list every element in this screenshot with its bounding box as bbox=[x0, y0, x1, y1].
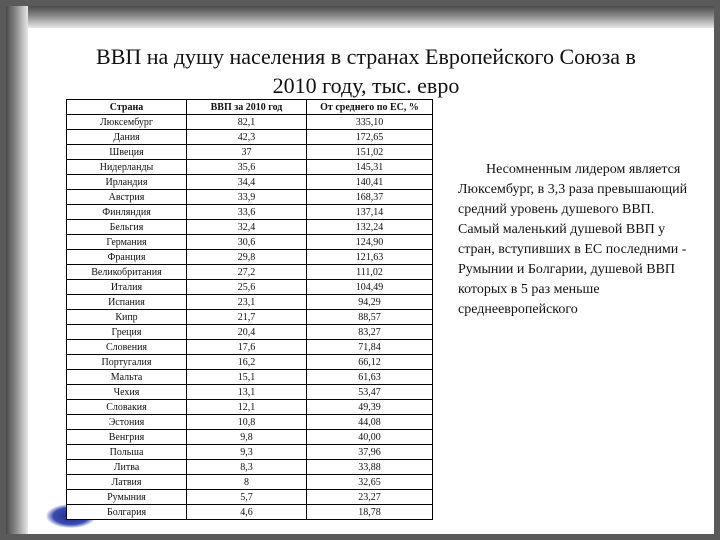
cell-country: Дания bbox=[67, 130, 187, 145]
cell-gdp: 5,7 bbox=[187, 490, 307, 505]
title-line-2: 2010 году, тыс. евро bbox=[272, 73, 460, 98]
cell-percent: 124,90 bbox=[307, 235, 433, 250]
cell-country: Германия bbox=[67, 235, 187, 250]
cell-gdp: 29,8 bbox=[187, 250, 307, 265]
header-gdp: ВВП за 2010 год bbox=[187, 100, 307, 115]
cell-country: Португалия bbox=[67, 355, 187, 370]
cell-percent: 71,84 bbox=[307, 340, 433, 355]
table-row bbox=[67, 340, 433, 355]
cell-country: Франция bbox=[67, 250, 187, 265]
cell-percent: 33,88 bbox=[307, 460, 433, 475]
cell-gdp: 17,6 bbox=[187, 340, 307, 355]
cell-percent: 40,00 bbox=[307, 430, 433, 445]
cell-country: Чехия bbox=[67, 385, 187, 400]
table-row bbox=[67, 280, 433, 295]
table-row bbox=[67, 115, 433, 130]
cell-gdp: 9,8 bbox=[187, 430, 307, 445]
cell-gdp: 27,2 bbox=[187, 265, 307, 280]
cell-country: Испания bbox=[67, 295, 187, 310]
cell-gdp: 9,3 bbox=[187, 445, 307, 460]
slide bbox=[6, 6, 714, 534]
table-row bbox=[67, 265, 433, 280]
cell-percent: 37,96 bbox=[307, 445, 433, 460]
cell-percent: 44,08 bbox=[307, 415, 433, 430]
cell-gdp: 8,3 bbox=[187, 460, 307, 475]
cell-country: Ирландия bbox=[67, 175, 187, 190]
cell-percent: 32,65 bbox=[307, 475, 433, 490]
table-row bbox=[67, 220, 433, 235]
cell-country: Люксембург bbox=[67, 115, 187, 130]
cell-gdp: 30,6 bbox=[187, 235, 307, 250]
cell-gdp: 33,9 bbox=[187, 190, 307, 205]
table-row bbox=[67, 400, 433, 415]
cell-percent: 132,24 bbox=[307, 220, 433, 235]
cell-gdp: 21,7 bbox=[187, 310, 307, 325]
table-row bbox=[67, 295, 433, 310]
cell-percent: 88,57 bbox=[307, 310, 433, 325]
cell-percent: 335,10 bbox=[307, 115, 433, 130]
cell-country: Румыния bbox=[67, 490, 187, 505]
table-row bbox=[67, 325, 433, 340]
cell-gdp: 37 bbox=[187, 145, 307, 160]
cell-gdp: 8 bbox=[187, 475, 307, 490]
cell-country: Бельгия bbox=[67, 220, 187, 235]
cell-country: Греция bbox=[67, 325, 187, 340]
cell-country: Великобритания bbox=[67, 265, 187, 280]
cell-gdp: 16,2 bbox=[187, 355, 307, 370]
cell-country: Венгрия bbox=[67, 430, 187, 445]
cell-gdp: 12,1 bbox=[187, 400, 307, 415]
cell-country: Мальта bbox=[67, 370, 187, 385]
cell-percent: 94,29 bbox=[307, 295, 433, 310]
cell-percent: 49,39 bbox=[307, 400, 433, 415]
cell-country: Швеция bbox=[67, 145, 187, 160]
cell-percent: 172,65 bbox=[307, 130, 433, 145]
commentary-text: Несомненным лидером является Люксембург, в 3,3 раза превышающий средний уровень душевого ВВП. Самый маленький душевой ВВП у стран, вступивших в ЕС последними - Румынии и Болгарии, душевой ВВП которых в 5 раз меньше среднеевропейского bbox=[458, 162, 688, 317]
cell-gdp: 33,6 bbox=[187, 205, 307, 220]
header-country: Страна bbox=[67, 100, 187, 115]
cell-gdp: 4,6 bbox=[187, 505, 307, 520]
table-row bbox=[67, 160, 433, 175]
table-row bbox=[67, 355, 433, 370]
header-percent: От среднего по ЕС, % bbox=[307, 100, 433, 115]
cell-country: Австрия bbox=[67, 190, 187, 205]
table-row bbox=[67, 130, 433, 145]
cell-percent: 121,63 bbox=[307, 250, 433, 265]
table-row bbox=[67, 490, 433, 505]
cell-gdp: 82,1 bbox=[187, 115, 307, 130]
table-row bbox=[67, 475, 433, 490]
cell-country: Литва bbox=[67, 460, 187, 475]
cell-gdp: 10,8 bbox=[187, 415, 307, 430]
table-row bbox=[67, 385, 433, 400]
table-row bbox=[67, 415, 433, 430]
table-row bbox=[67, 310, 433, 325]
table-row bbox=[67, 460, 433, 475]
cell-gdp: 20,4 bbox=[187, 325, 307, 340]
cell-gdp: 25,6 bbox=[187, 280, 307, 295]
cell-country: Нидерланды bbox=[67, 160, 187, 175]
cell-gdp: 35,6 bbox=[187, 160, 307, 175]
cell-gdp: 32,4 bbox=[187, 220, 307, 235]
table-row bbox=[67, 235, 433, 250]
cell-country: Польша bbox=[67, 445, 187, 460]
table-row bbox=[67, 205, 433, 220]
table-row bbox=[67, 145, 433, 160]
table-body bbox=[67, 115, 433, 520]
cell-percent: 61,63 bbox=[307, 370, 433, 385]
table-row bbox=[67, 250, 433, 265]
cell-gdp: 42,3 bbox=[187, 130, 307, 145]
cell-country: Болгария bbox=[67, 505, 187, 520]
cell-percent: 137,14 bbox=[307, 205, 433, 220]
table-row bbox=[67, 175, 433, 190]
table-header-row bbox=[67, 100, 433, 115]
cell-percent: 66,12 bbox=[307, 355, 433, 370]
cell-percent: 111,02 bbox=[307, 265, 433, 280]
cell-percent: 53,47 bbox=[307, 385, 433, 400]
cell-percent: 140,41 bbox=[307, 175, 433, 190]
table-row bbox=[67, 445, 433, 460]
cell-percent: 104,49 bbox=[307, 280, 433, 295]
cell-gdp: 13,1 bbox=[187, 385, 307, 400]
slide-title bbox=[46, 42, 686, 100]
cell-percent: 151,02 bbox=[307, 145, 433, 160]
gdp-table bbox=[66, 99, 433, 520]
cell-percent: 18,78 bbox=[307, 505, 433, 520]
table-row bbox=[67, 370, 433, 385]
cell-percent: 23,27 bbox=[307, 490, 433, 505]
cell-percent: 168,37 bbox=[307, 190, 433, 205]
cell-country: Словения bbox=[67, 340, 187, 355]
cell-country: Финляндия bbox=[67, 205, 187, 220]
cell-country: Латвия bbox=[67, 475, 187, 490]
cell-country: Эстония bbox=[67, 415, 187, 430]
cell-percent: 83,27 bbox=[307, 325, 433, 340]
table-row bbox=[67, 505, 433, 520]
table-row bbox=[67, 190, 433, 205]
cell-gdp: 34,4 bbox=[187, 175, 307, 190]
top-decor-bar bbox=[6, 6, 714, 28]
cell-country: Словакия bbox=[67, 400, 187, 415]
cell-gdp: 23,1 bbox=[187, 295, 307, 310]
cell-country: Италия bbox=[67, 280, 187, 295]
title-line-1: ВВП на душу населения в странах Европейского Союза в bbox=[96, 44, 636, 69]
left-decor-bar bbox=[6, 6, 28, 534]
cell-gdp: 15,1 bbox=[187, 370, 307, 385]
cell-percent: 145,31 bbox=[307, 160, 433, 175]
table-row bbox=[67, 430, 433, 445]
cell-country: Кипр bbox=[67, 310, 187, 325]
